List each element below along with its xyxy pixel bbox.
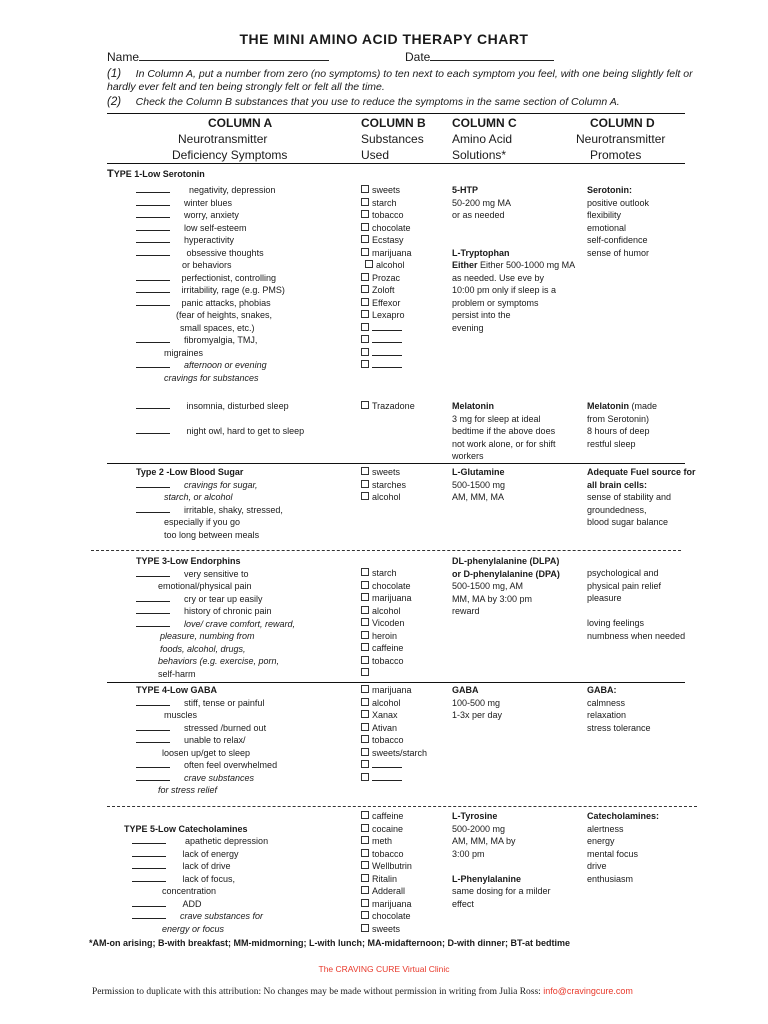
rating-blank[interactable] [136, 247, 170, 256]
divider-top [107, 113, 685, 114]
rating-blank[interactable] [132, 910, 166, 919]
type3-amino-acids: DL-phenylalanine (DLPA) or D-phenylalanine (DPA) 500-1500 mg, AM MM, MA by 3:00 pm reward [452, 556, 560, 616]
substance-blank[interactable] [361, 772, 427, 785]
name-field[interactable] [107, 50, 329, 64]
substance-checkbox[interactable]: tobacco [361, 209, 412, 222]
substance-blank[interactable] [361, 759, 427, 772]
substance-blank[interactable] [361, 347, 412, 360]
rating-blank[interactable] [132, 898, 166, 907]
rating-blank[interactable] [136, 425, 170, 434]
email-link[interactable]: info@cravingcure.com [543, 986, 633, 996]
rating-blank[interactable] [132, 835, 166, 844]
rating-blank[interactable] [136, 197, 170, 206]
substance-checkbox[interactable]: chocolate [361, 580, 412, 593]
rating-blank[interactable] [136, 479, 170, 488]
type1-symptoms: negativity, depression winter blues worry, anxiety low self-esteem hyperactivity obsessive thoughts or behaviors perfectionist, controlling irritability, rage (e.g. PMS) panic attacks, phobias (fear of heights, snakes, small spaces, etc.) fibromyalgia, TMJ, migraines afternoon or evening cravings for substances [136, 184, 285, 384]
name-label: Name [107, 50, 140, 64]
substance-checkbox[interactable]: Ecstasy [361, 234, 412, 247]
rating-blank[interactable] [136, 605, 170, 614]
rating-blank[interactable] [136, 334, 170, 343]
type1-melatonin-promotes: Melatonin (made from Serotonin) 8 hours of deep restful sleep [587, 401, 658, 449]
type1-amino-acids: 5-HTP 50-200 mg MA or as needed L-Tryptophan Either Either 500-1000 mg MA as needed. Use eve by 10:00 pm only if sleep is a problem or symptoms persist into the evening [452, 185, 576, 333]
type4-symptoms: TYPE 4-Low GABA stiff, tense or painful muscles stressed /burned out unable to relax/ loosen up/get to sleep often feel overwhelmed crave substances for stress relief [136, 685, 278, 795]
substance-checkbox[interactable]: marijuana [361, 898, 412, 911]
rating-blank[interactable] [136, 734, 170, 743]
type3-heading: TYPE 3-Low Endorphins [136, 556, 241, 566]
substance-checkbox[interactable]: Wellbutrin [361, 860, 412, 873]
rating-blank[interactable] [136, 234, 170, 243]
substance-checkbox[interactable]: alcohol [361, 697, 427, 710]
substance-checkbox[interactable]: sweets [361, 923, 412, 936]
substance-blank[interactable] [361, 334, 412, 347]
substance-checkbox[interactable]: caffeine [361, 642, 412, 655]
substance-checkbox[interactable]: Ritalin [361, 873, 412, 886]
substance-checkbox[interactable]: alcohol [361, 491, 406, 504]
substance-blank[interactable] [361, 359, 412, 372]
rating-blank[interactable] [136, 697, 170, 706]
rating-blank[interactable] [136, 618, 170, 627]
substance-checkbox[interactable]: cocaine [361, 823, 412, 836]
substance-checkbox[interactable]: meth [361, 835, 412, 848]
column-c-header: COLUMN C Amino Acid Solutions* [452, 116, 517, 162]
type3-substances [361, 567, 412, 680]
type1-heading: TYPE 1-Low Serotonin [107, 168, 205, 180]
substance-checkbox[interactable]: Prozac [361, 272, 412, 285]
type5-amino-acids: L-Tyrosine 500-2000 mg AM, MM, MA by 3:00 pm L-Phenylalanine same dosing for a milder effect [452, 811, 551, 909]
column-d-header: COLUMN D Neurotransmitter Promotes [576, 116, 666, 162]
column-b-header: COLUMN B Substances Used [361, 116, 426, 162]
substance-checkbox[interactable]: sweets [361, 466, 406, 479]
substance-checkbox[interactable]: caffeine [361, 810, 412, 823]
divider-type2 [107, 463, 685, 464]
substance-checkbox[interactable]: Lexapro [361, 309, 412, 322]
page-title: THE MINI AMINO ACID THERAPY CHART [239, 31, 529, 47]
type3-symptoms: TYPE 3-Low Endorphins very sensitive to emotional/physical pain cry or tear up easily history of chronic pain love/ crave comfort, reward, pleasure, numbing from foods, alcohol, drugs, behaviors (e.g. exercise, porn, self-harm [136, 556, 296, 679]
substance-checkbox[interactable]: tobacco [361, 848, 412, 861]
rating-blank[interactable] [136, 722, 170, 731]
instruction-1: (1) In Column A, put a number from zero (no symptoms) to ten next to each symptom you feel, with one being slightly felt or [107, 68, 693, 80]
substance-checkbox[interactable]: Zoloft [361, 284, 412, 297]
substance-checkbox[interactable]: chocolate [361, 910, 412, 923]
instruction-1-cont: hardly ever felt and ten being strongly felt or felt all the time. [107, 81, 385, 93]
rating-blank[interactable] [136, 400, 170, 409]
divider-header [107, 163, 685, 164]
type2-substances [361, 466, 406, 504]
type5-symptoms: apathetic depression lack of energy lack of drive lack of focus, concentration ADD crave substances for energy or focus [132, 835, 268, 935]
substance-checkbox[interactable]: alcohol [361, 259, 412, 272]
substance-checkbox[interactable]: heroin [361, 630, 412, 643]
rating-blank[interactable] [132, 848, 166, 857]
rating-blank[interactable] [136, 272, 170, 281]
divider-type4 [107, 682, 685, 683]
substance-checkbox[interactable]: marijuana [361, 684, 427, 697]
type2-heading: Type 2 -Low Blood Sugar [136, 467, 244, 477]
type1-melatonin: Melatonin 3 mg for sleep at ideal bedtime if the above does not work alone, or for shift workers [452, 401, 556, 461]
dosing-footnote: *AM-on arising; B-with breakfast; MM-midmorning; L-with lunch; MA-midafternoon; D-with dinner; BT-at bedtime [89, 938, 570, 948]
type4-heading: TYPE 4-Low GABA [136, 685, 218, 695]
rating-blank[interactable] [136, 504, 170, 513]
rating-blank[interactable] [132, 873, 166, 882]
substance-checkbox[interactable]: Xanax [361, 709, 427, 722]
date-field[interactable] [405, 50, 554, 64]
rating-blank[interactable] [136, 593, 170, 602]
rating-blank[interactable] [132, 860, 166, 869]
column-a-header: COLUMN A Neurotransmitter Deficiency Symptoms [172, 116, 288, 162]
rating-blank[interactable] [136, 184, 170, 193]
rating-blank[interactable] [136, 359, 170, 368]
substance-checkbox[interactable]: starch [361, 197, 412, 210]
type4-substances [361, 684, 427, 784]
substance-checkbox[interactable]: Vicoden [361, 617, 412, 630]
date-label: Date [405, 50, 431, 64]
type1-promotes: Serotonin: positive outlook flexibility emotional self-confidence sense of humor [587, 185, 650, 258]
type5-substances [361, 810, 412, 935]
type2-amino-acids: L-Glutamine 500-1500 mg AM, MM, MA [452, 467, 506, 502]
substance-checkbox[interactable]: marijuana [361, 592, 412, 605]
substance-checkbox[interactable]: alcohol [361, 605, 412, 618]
substance-checkbox[interactable]: tobacco [361, 734, 427, 747]
rating-blank[interactable] [136, 222, 170, 231]
divider-type3 [91, 550, 681, 551]
substance-checkbox[interactable]: Effexor [361, 297, 412, 310]
clinic-name: The CRAVING CURE Virtual Clinic [318, 964, 450, 974]
substance-checkbox[interactable]: Adderall [361, 885, 412, 898]
substance-checkbox[interactable]: marijuana [361, 247, 412, 260]
substance-checkbox[interactable]: starches [361, 479, 406, 492]
type1-substances [361, 184, 412, 372]
rating-blank[interactable] [136, 297, 170, 306]
substance-checkbox[interactable]: sweets [361, 184, 412, 197]
divider-type5 [107, 806, 697, 807]
type2-symptoms: Type 2 -Low Blood Sugar cravings for sugar, starch, or alcohol irritable, shaky, stressed, especially if you go too long between meals [136, 467, 283, 540]
rating-blank[interactable] [136, 772, 170, 781]
rating-blank[interactable] [136, 209, 170, 218]
type2-promotes: Adequate Fuel source for all brain cells: sense of stability and groundedness, blood sugar balance [587, 467, 696, 527]
permission-notice: Permission to duplicate with this attribution: No changes may be made without permission in writing from Julia Ross: info@cravingcure.com [92, 986, 633, 997]
substance-blank[interactable] [361, 322, 412, 335]
substance-checkbox[interactable]: starch [361, 567, 412, 580]
type1-sleep-symptoms: insomnia, disturbed sleep night owl, hard to get to sleep [136, 400, 304, 438]
type3-promotes: psychological and physical pain relief pleasure loving feelings numbness when needed [587, 568, 686, 641]
substance-checkbox[interactable]: chocolate [361, 222, 412, 235]
type4-amino-acids: GABA 100-500 mg 1-3x per day [452, 685, 503, 720]
substance-checkbox[interactable]: tobacco [361, 655, 412, 668]
type5-heading: TYPE 5-Low Catecholamines [124, 824, 248, 834]
rating-blank[interactable] [136, 759, 170, 768]
substance-checkbox[interactable]: sweets/starch [361, 747, 427, 760]
instruction-2: (2) Check the Column B substances that you use to reduce the symptoms in the same section of Column A. [107, 96, 620, 108]
rating-blank[interactable] [136, 284, 170, 293]
substance-checkbox[interactable]: Ativan [361, 722, 427, 735]
type4-promotes: GABA: calmness relaxation stress tolerance [587, 685, 651, 733]
type5-promotes: Catecholamines: alertness energy mental focus drive enthusiasm [587, 811, 660, 884]
rating-blank[interactable] [136, 568, 170, 577]
substance-blank[interactable] [361, 667, 412, 680]
type1-sleep-substance[interactable]: Trazadone [361, 400, 415, 413]
